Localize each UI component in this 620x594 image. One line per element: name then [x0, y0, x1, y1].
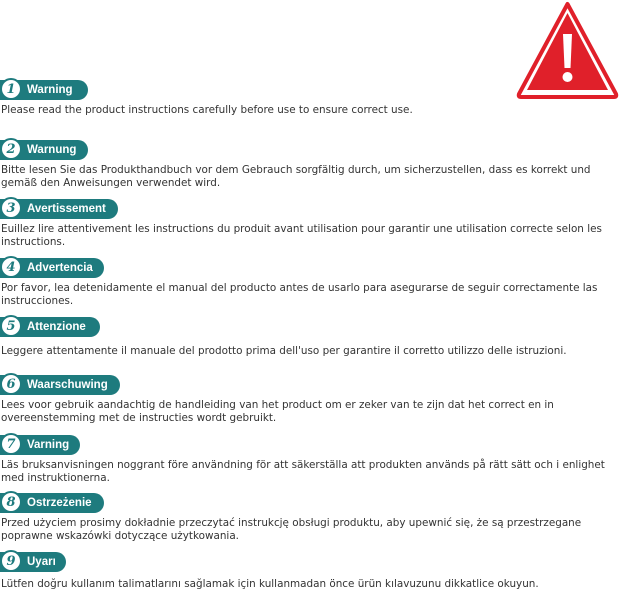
- section-title: Advertencia: [27, 262, 93, 274]
- number-badge: [0, 197, 22, 219]
- number-badge: [0, 78, 22, 100]
- section-text: Leggere attentamente il manuale del prodotto prima dell'uso per garantire il corretto utilizzo delle istruzioni.: [1, 345, 567, 357]
- number-badge: [0, 373, 22, 395]
- section-text: Przed użyciem prosimy dokładnie przeczytać instrukcję obsługi produktu, aby upewnić się, że są przestrzegane poprawne wskazówki dotyczące użytkowania.: [1, 517, 582, 542]
- section-3: [0, 199, 612, 248]
- section-8: [0, 493, 612, 542]
- section-number: 8: [6, 494, 16, 510]
- section-text: Please read the product instructions carefully before use to ensure correct use.: [1, 104, 413, 116]
- section-header: [0, 140, 612, 160]
- number-badge: [0, 491, 22, 513]
- section-header: [0, 258, 612, 278]
- number-badge: [0, 138, 22, 160]
- section-header: [0, 375, 612, 395]
- section-number: 4: [6, 259, 16, 275]
- section-4: [0, 258, 612, 307]
- section-title: Warnung: [27, 144, 77, 156]
- number-badge: [0, 433, 22, 455]
- section-text: Läs bruksanvisningen noggrant före användning för att säkerställa att produkten används på rätt sätt och i enlighet med instruktionerna.: [1, 459, 605, 484]
- section-header: [0, 435, 612, 455]
- section-1: [0, 80, 612, 117]
- section-number: 7: [6, 436, 16, 452]
- section-number: 3: [6, 200, 16, 216]
- section-number: 6: [6, 376, 16, 392]
- section-number: 9: [6, 553, 16, 569]
- section-title: Uyarı: [27, 556, 56, 568]
- section-header: [0, 80, 612, 100]
- section-title: Warning: [27, 84, 73, 96]
- section-text: Lütfen doğru kullanım talimatlarını sağlamak için kullanmadan önce ürün kılavuzunu dikkatlice okuyun.: [1, 578, 539, 590]
- section-title: Waarschuwing: [27, 379, 108, 391]
- section-title: Avertissement: [27, 203, 106, 215]
- section-title: Varning: [27, 439, 70, 451]
- section-text: Por favor, lea detenidamente el manual del producto antes de usarlo para asegurarse de seguir correctamente las instrucciones.: [1, 282, 598, 307]
- section-number: 5: [6, 318, 16, 334]
- section-header: [0, 317, 612, 337]
- section-6: [0, 375, 612, 424]
- section-5: [0, 317, 612, 358]
- section-7: [0, 435, 612, 484]
- section-text: Bitte lesen Sie das Produkthandbuch vor dem Gebrauch sorgfältig durch, um sicherzustellen, dass es korrekt und gemäß den Anweisungen verwendet wird.: [1, 164, 591, 189]
- section-header: [0, 199, 612, 219]
- section-number: 1: [6, 81, 16, 97]
- section-header: [0, 493, 612, 513]
- number-badge: [0, 315, 22, 337]
- section-title: Attenzione: [27, 321, 86, 333]
- number-badge: [0, 256, 22, 278]
- section-text: Euillez lire attentivement les instructions du produit avant utilisation pour garantir une utilisation correcte selon les instructions.: [1, 223, 602, 248]
- section-number: 2: [6, 141, 16, 157]
- section-2: [0, 140, 612, 189]
- section-text: Lees voor gebruik aandachtig de handleiding van het product om er zeker van te zijn dat het correct en in overeenstemming met de instructies wordt gebruikt.: [1, 399, 554, 424]
- section-header: [0, 552, 612, 572]
- number-badge: [0, 550, 22, 572]
- section-9: [0, 552, 612, 591]
- section-title: Ostrzeżenie: [27, 497, 92, 509]
